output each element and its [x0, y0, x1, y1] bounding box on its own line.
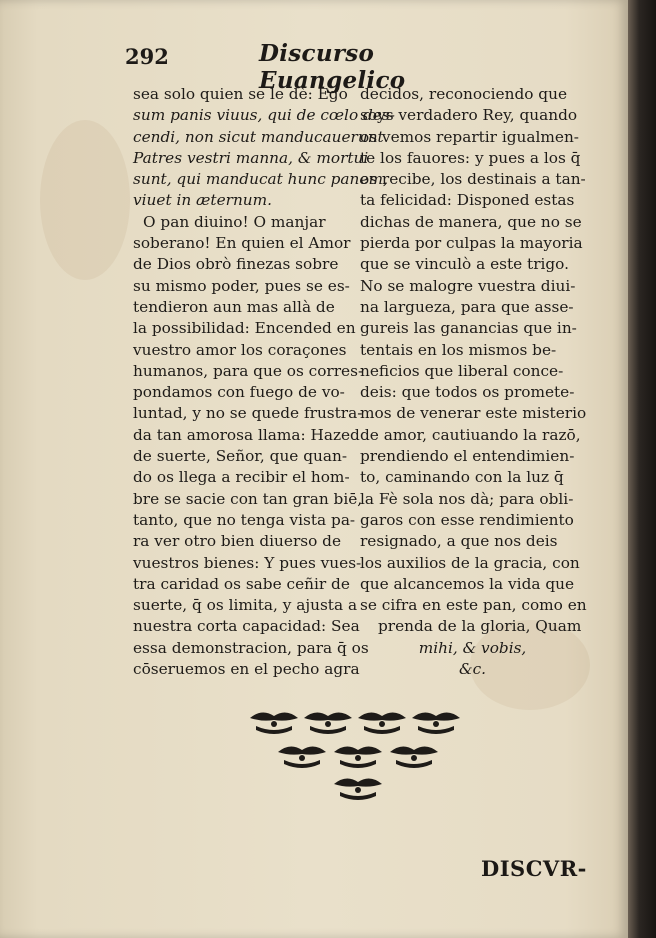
- paper-stain: [40, 120, 130, 280]
- book-binding-edge: [628, 0, 656, 938]
- text-line: mos de venerar este misterio: [360, 404, 587, 423]
- ornament-unit-icon: [334, 778, 382, 800]
- text-line: tentais en los mismos be-: [360, 340, 557, 359]
- text-line: sea solo quien se le dè: Ego: [133, 85, 348, 103]
- text-line: essa demonstracion, para q̄ os: [133, 638, 369, 657]
- text-line: bre se sacie con tan gran biē,: [133, 489, 363, 508]
- printers-ornament-icon: [248, 706, 468, 806]
- text-line: os vemos repartir igualmen-: [360, 127, 579, 146]
- text-line: nuestra corta capacidad: Sea: [133, 617, 360, 636]
- ornament-unit-icon: [278, 746, 326, 768]
- text-line: decidos, reconociendo que: [360, 85, 568, 103]
- text-line: luntad, y no se quede frustra-: [133, 404, 363, 423]
- text-line: Patres vestri manna, & mortui: [133, 148, 369, 167]
- text-line: garos con esse rendimiento: [360, 510, 574, 529]
- text-line: do os llega a recibir el hom-: [133, 468, 350, 487]
- ornament-unit-icon: [250, 712, 298, 734]
- text-line: ra ver otro bien diuerso de: [133, 532, 342, 551]
- running-title: Discurso Euangelico: [259, 40, 406, 94]
- text-line: dichas de manera, que no se: [360, 212, 582, 231]
- text-line: los auxilios de la gracia, con: [360, 553, 580, 572]
- ornament-unit-icon: [304, 712, 352, 734]
- text-line: suerte, q̄ os limita, y ajusta a: [133, 596, 358, 615]
- text-line: de suerte, Señor, que quan-: [133, 447, 347, 466]
- text-line: prendiendo el entendimien-: [360, 447, 575, 466]
- text-line: No se malogre vuestra diui-: [360, 276, 576, 295]
- text-line: pondamos con fuego de vo-: [133, 383, 345, 402]
- text-line: la Fè sola nos dà; para obli-: [360, 489, 574, 508]
- text-line: os recibe, los destinais a tan-: [360, 170, 586, 189]
- text-line: to, caminando con la luz q̄: [360, 468, 564, 487]
- text-line: pierda por culpas la mayoria: [360, 234, 583, 253]
- text-line: te los fauores: y pues a los q̄: [360, 148, 581, 167]
- ornament-unit-icon: [358, 712, 406, 734]
- text-line: humanos, para que os corres-: [133, 361, 364, 380]
- text-line: resignado, a que nos deis: [360, 532, 558, 551]
- text-line: que alcancemos la vida que: [360, 574, 575, 593]
- text-line: que se vinculò a este trigo.: [360, 255, 569, 274]
- text-line: soys verdadero Rey, quando: [360, 106, 578, 125]
- ornament-unit-icon: [334, 746, 382, 768]
- text-line: de Dios obrò finezas sobre: [133, 255, 339, 274]
- text-line: da tan amorosa llama: Hazed: [133, 425, 360, 444]
- text-line: vuestros bienes: Y pues vues-: [133, 553, 362, 572]
- text-line: sunt, qui manducat hunc panem,: [133, 170, 388, 189]
- text-line: deis: que todos os promete-: [360, 383, 575, 402]
- text-line: tra caridad os sabe ceñir de: [133, 574, 350, 593]
- text-line: cōseruemos en el pecho agra: [133, 660, 360, 679]
- text-line: tendieron aun mas allà de: [133, 297, 335, 316]
- text-line: sum panis viuus, qui de cœlo des-: [133, 106, 395, 125]
- text-line: se cifra en este pan, como en: [360, 596, 587, 615]
- text-line: &c.: [458, 660, 487, 679]
- text-line: ta felicidad: Disponed estas: [360, 191, 575, 210]
- ornament-unit-icon: [412, 712, 460, 734]
- ornament-unit-icon: [390, 746, 438, 768]
- text-line: de amor, cautiuando la razō,: [360, 425, 581, 444]
- text-line: su mismo poder, pues se es-: [133, 276, 350, 295]
- text-line: cendi, non sicut manducauerunt: [133, 127, 384, 146]
- page-number: 292: [125, 44, 169, 69]
- text-line: vuestro amor los coraçones: [133, 340, 347, 359]
- text-line: na largueza, para que asse-: [360, 297, 574, 316]
- text-line: la possibilidad: Encended en: [133, 319, 356, 338]
- text-line: O pan diuino! O manjar: [143, 212, 326, 231]
- text-line: soberano! En quien el Amor: [133, 234, 351, 253]
- text-line: tanto, que no tenga vista pa-: [133, 510, 356, 529]
- left-column: [133, 84, 395, 680]
- right-column: [360, 84, 585, 680]
- text-line: neficios que liberal conce-: [360, 361, 564, 380]
- text-line: prenda de la gloria, Quam: [378, 617, 582, 636]
- text-line: viuet in æternum.: [133, 191, 273, 210]
- catchword: DISCVR-: [481, 856, 587, 881]
- text-line: gureis las ganancias que in-: [360, 319, 577, 338]
- text-line: mihi, & vobis,: [418, 638, 527, 657]
